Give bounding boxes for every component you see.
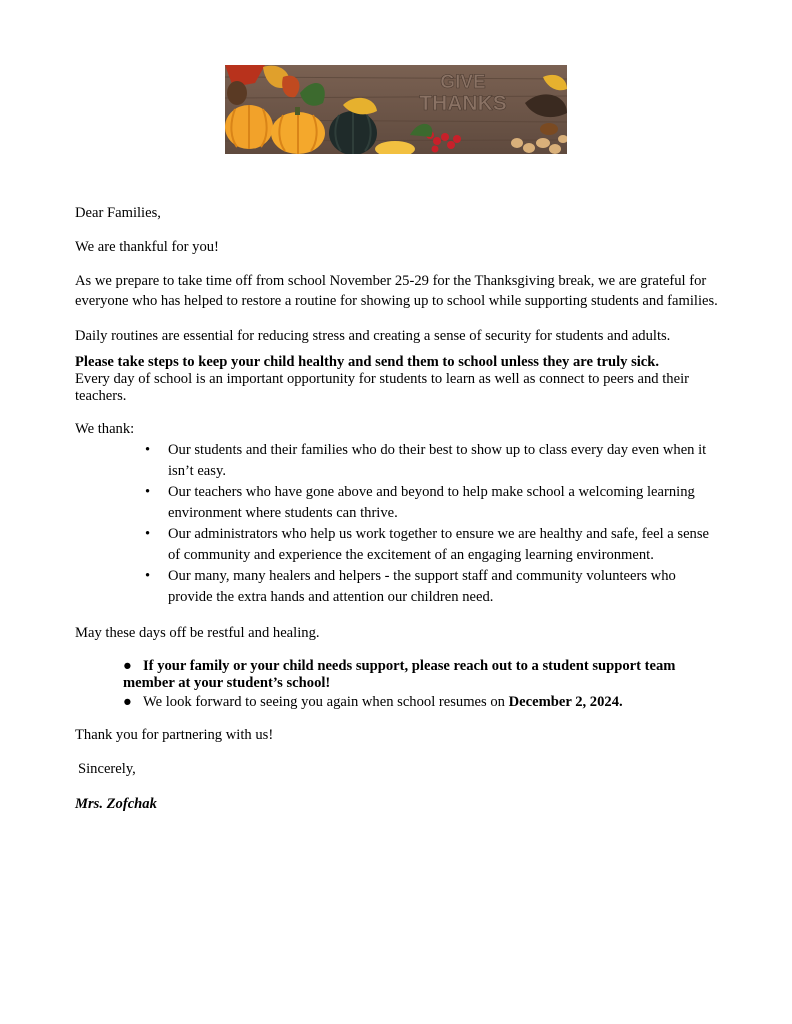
paragraph-routines: Daily routines are essential for reducing stress and creating a sense of security for students and adults.	[75, 328, 671, 344]
banner-title-line1: GIVE	[440, 72, 486, 93]
signature: Mrs. Zofchak	[75, 796, 157, 812]
resume-bullet: ●	[123, 694, 132, 710]
health-bold-text: Please take steps to keep your child healthy and send them to school unless they are truly sick.	[75, 354, 660, 370]
thanks-line: Thank you for partnering with us!	[75, 727, 274, 743]
list-item	[75, 440, 720, 481]
bullet: •	[145, 442, 151, 458]
support-bullet: ●	[123, 658, 132, 674]
banner-title-line2: THANKS	[419, 92, 507, 115]
restful-line: May these days off be restful and healing.	[75, 625, 320, 641]
list-item-text: Our administrators who help us work together to ensure we are healthy and safe, feel a sense of community and experience the excitement of an engaging learning environment.	[168, 526, 710, 563]
letter-body	[75, 203, 720, 814]
thank-list	[75, 440, 720, 607]
bullet: •	[145, 526, 151, 542]
support-list	[75, 658, 720, 711]
health-rest-text: Every day of school is an important opportunity for students to learn as well as connect to peers and their teachers.	[75, 371, 689, 404]
list-item-text: Our students and their families who do their best to show up to class every day even when it isn’t easy.	[168, 442, 707, 479]
list-item	[75, 566, 720, 607]
list-item	[75, 482, 720, 523]
support-item	[75, 658, 720, 692]
sincerely-line: Sincerely,	[78, 761, 136, 777]
we-thank-label: We thank:	[75, 421, 135, 437]
resume-text: We look forward to seeing you again when school resumes on	[143, 694, 505, 710]
greeting: Dear Families,	[75, 205, 161, 221]
resume-item	[75, 694, 720, 711]
support-text: If your family or your child needs support, please reach out to a student support team member at your student’s school!	[123, 658, 676, 691]
bullet: •	[145, 484, 151, 500]
list-item-text: Our teachers who have gone above and beyond to help make school a welcoming learning environment where students can thrive.	[168, 484, 695, 521]
paragraph-health	[75, 354, 720, 405]
resume-date: December 2, 2024.	[508, 694, 623, 710]
list-item	[75, 524, 720, 565]
list-item-text: Our many, many healers and helpers - the support staff and community volunteers who provide the extra hands and attention our children need.	[168, 568, 676, 605]
banner-illustration	[225, 65, 567, 154]
bullet: •	[145, 568, 151, 584]
thankful-line: We are thankful for you!	[75, 239, 219, 255]
paragraph-break-notice: As we prepare to take time off from school November 25-29 for the Thanksgiving break, we are grateful for everyone who has helped to restore a routine for showing up to school while supporting students and families.	[75, 273, 718, 309]
give-thanks-banner	[225, 65, 567, 154]
